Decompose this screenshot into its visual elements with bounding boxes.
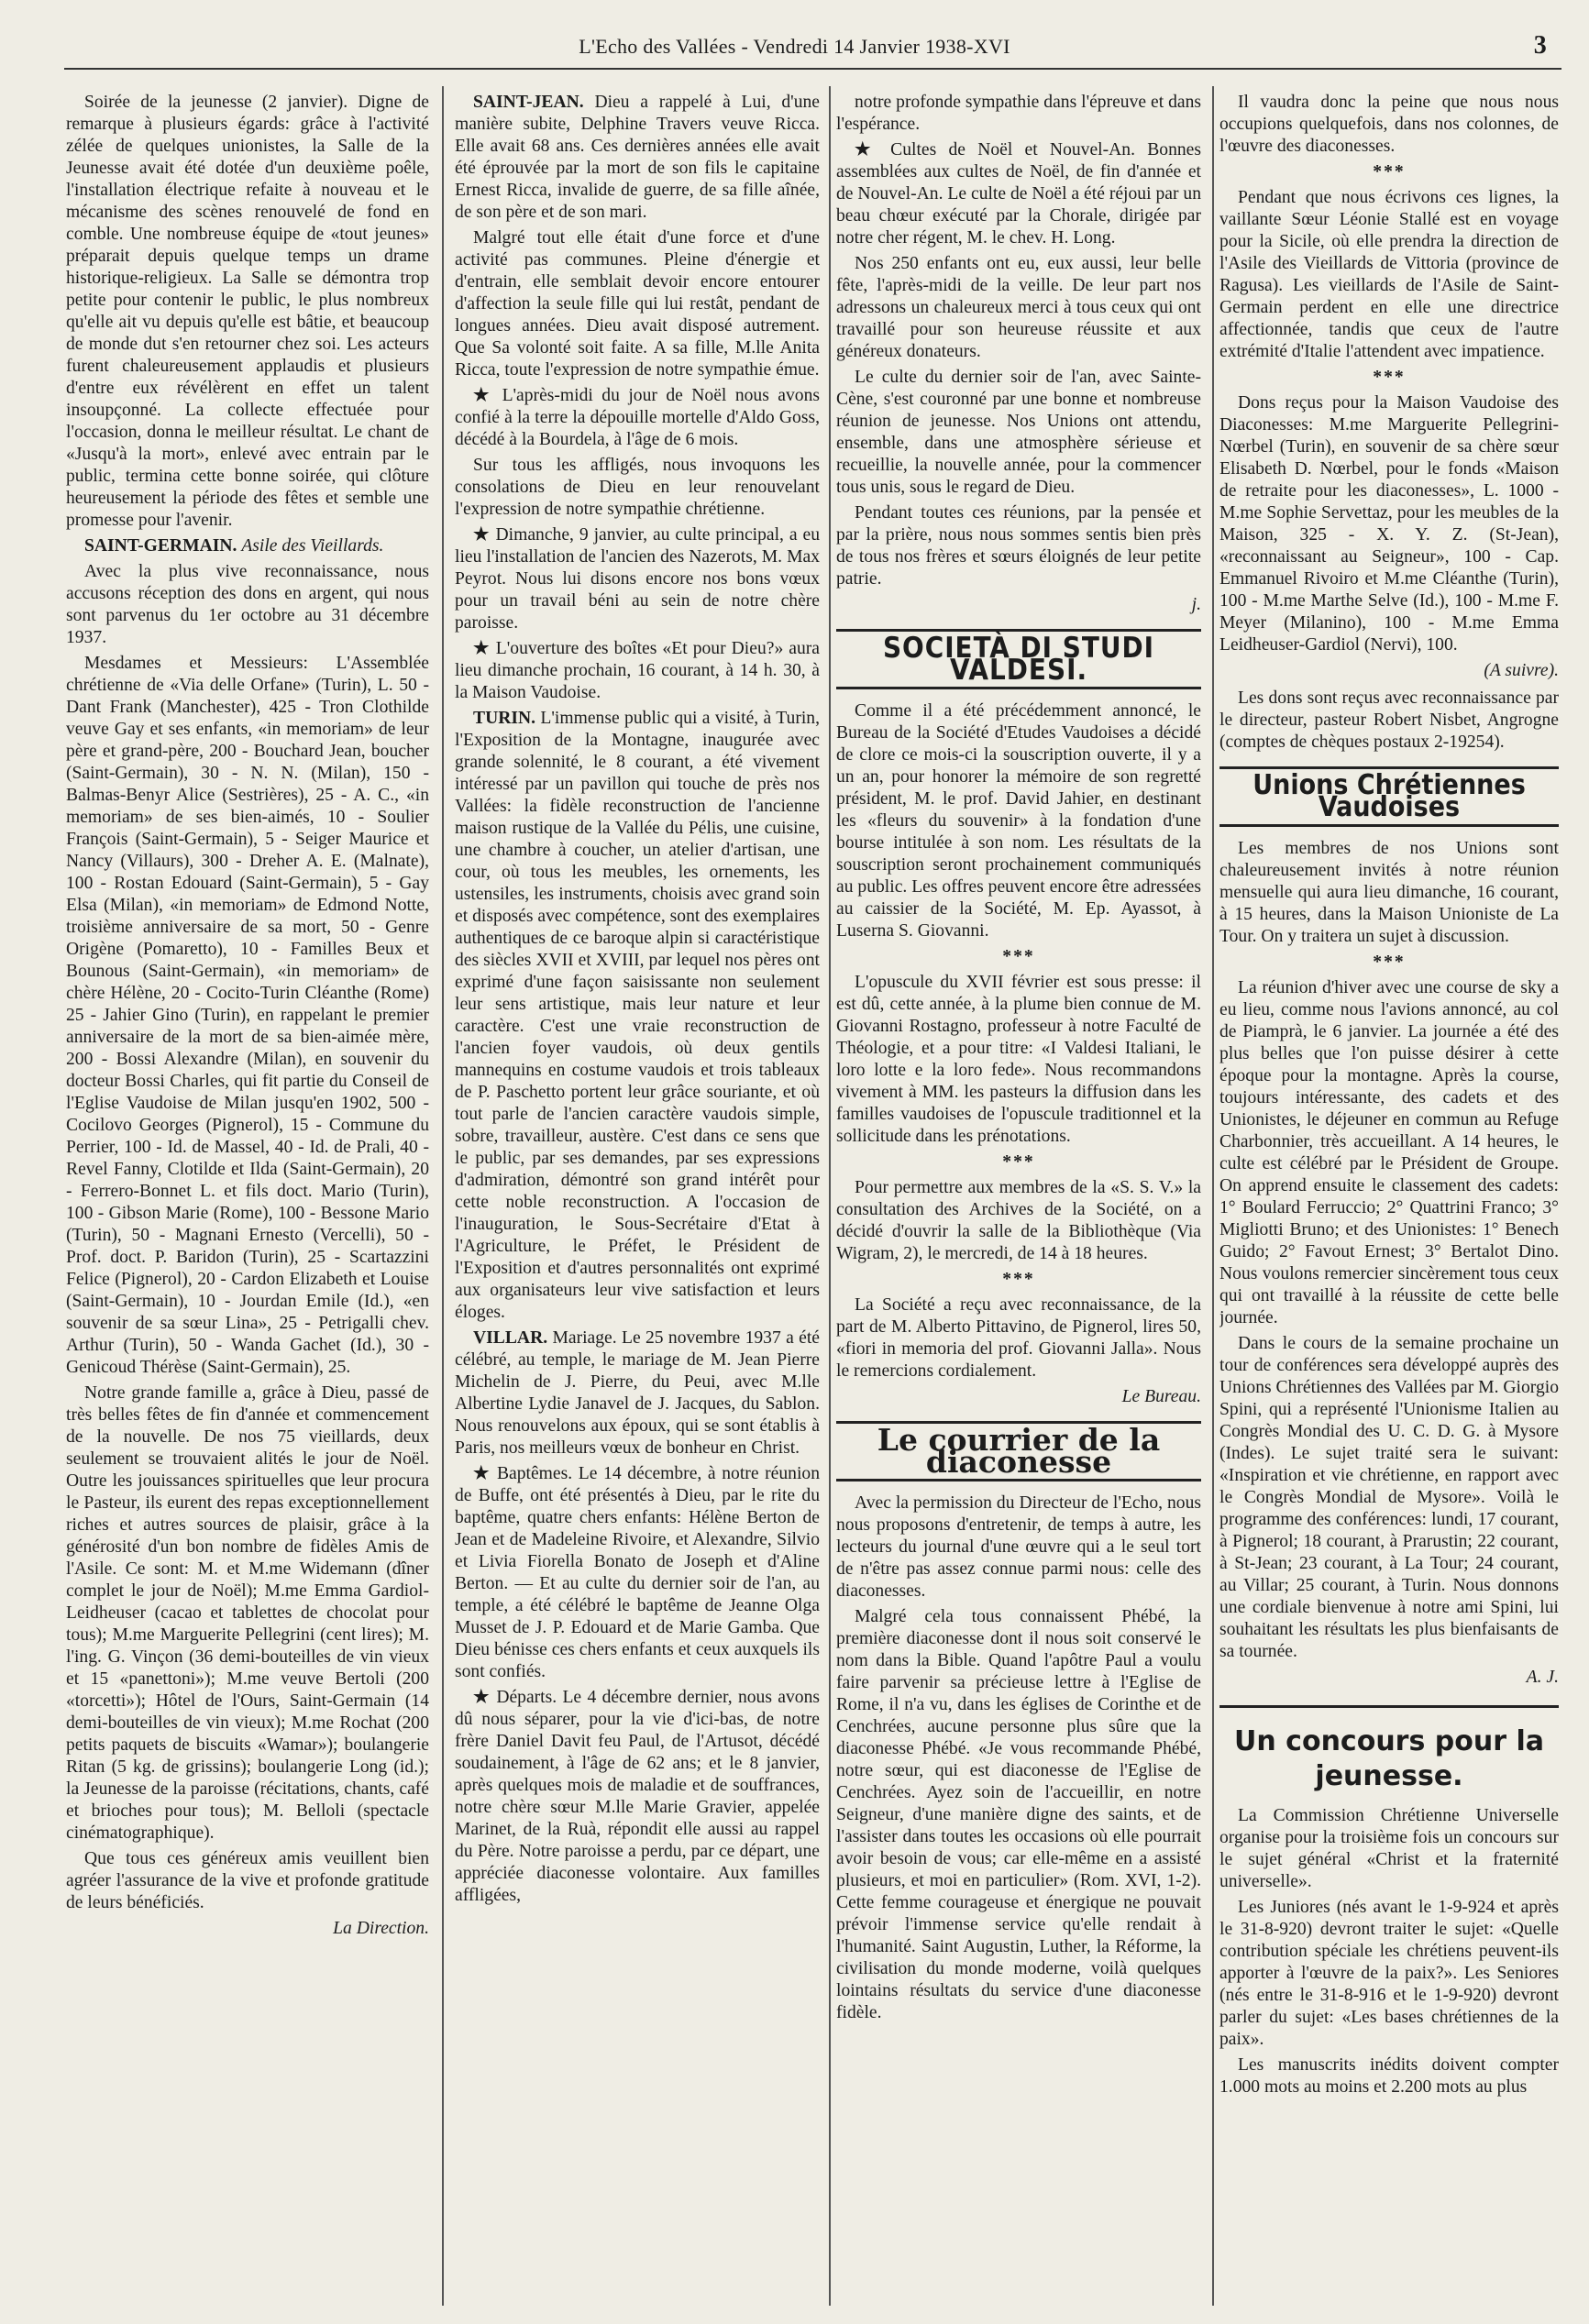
paragraph: Les manuscrits inédits doivent compter 1.000 mots au moins et 2.200 mots au plus bbox=[1219, 2055, 1559, 2097]
paragraph: Avec la permission du Directeur de l'Echo, nous nous proposons d'entretenir, de temps à autre, les lecteurs du journal d'une œuvre qui a le seul tort de n'être pas assez connue parmi nous: celle des diaconesses. bbox=[836, 1493, 1201, 1601]
paragraph: Les dons sont reçus avec reconnaissance par le directeur, pasteur Robert Nisbet, Angrogne (comptes de chèques postaux 2-19254). bbox=[1219, 688, 1559, 752]
page-number: 3 bbox=[1533, 31, 1547, 60]
paragraph: Notre grande famille a, grâce à Dieu, passé de très belles fêtes de fin d'année et commencement de la nouvelle. De nos 75 vieillards, deux seulement se trouvaient alités le jour de Noël. Outre les jouissances spirituelles que leur procura le Pasteur, ils eurent des repas exceptionnellement riches et autres sources de plaisir, grâce à la générosité d'un bon nombre de fidèles Amis de l'Asile. Ce sont: M. et M.me Widemann (dîner complet le jour de Noël); M.me Emma Gardiol-Leidheuser (cacao et tablettes de chocolat pour tous); M.me Marguerite Pellegrini (cent lires); M. l'ing. G. Vinçon (36 demi-bouteilles de vin vieux et 15 «panettoni»); M.me veuve Bertoli (200 «torcetti»); Hôtel de l'Ours, Saint-Germain (14 demi-bouteilles de vin vieux); M.me Rochat (200 petits paquets de biscuits «Wamar»); boulangerie Ritan (5 kg. de grissins); boulangerie Long (id.); la Jeunesse de la paroisse (récitations, chants, café et brioches pour tous); M. Belloli (spectacle cinématographique). bbox=[66, 1383, 429, 1843]
paragraph: Les membres de nos Unions sont chaleureusement invités à notre réunion mensuelle qui aura lieu dimanche, 16 courant, à 15 heures, dans la Maison Unioniste de La Tour. On y traitera un sujet à discussion. bbox=[1219, 839, 1559, 946]
article-villar: VILLAR. Mariage. Le 25 novembre 1937 a été célébré, au temple, le mariage de M. Jean Pierre Michelin de J. Pierre, du Peui, avec M.lle Albertine Lydie Janavel de J. Jacques, du Sablon. Nous renouvelons aux époux, qui se sont établis à Paris, nos meilleurs vœux de bonheur en Christ. bbox=[455, 1328, 820, 1458]
separator-stars: *** bbox=[1002, 1270, 1035, 1289]
column-4 bbox=[1219, 92, 1559, 2306]
article-saint-jean: SAINT-JEAN. Dieu a rappelé à Lui, d'une manière subite, Delphine Travers veuve Ricca. Elle avait 68 ans. Ces dernières années elle avait été éprouvée par la mort de son fils le capitaine Ernest Ricca, invalide de guerre, de sa fille aînée, de son père et de son mari. bbox=[455, 93, 820, 222]
paragraph: Comme il a été précédemment annoncé, le Bureau de la Société d'Etudes Vaudoises a décidé de clore ce mois-ci la souscription ouverte, il y a un an, pour honorer la mémoire de son regretté président, M. le prof. David Jahier, en destinant les «fleurs du souvenir» à la fondation d'une bourse intitulée à son nom. Les résultats de la souscription seront prochainement communiqués au public. Les offres peuvent encore être adressées au caissier de la Société, M. Ep. Ayassot, à Luserna S. Giovanni. bbox=[836, 701, 1201, 941]
paragraph: La Société a reçu avec reconnaissance, de la part de M. Alberto Pittavino, de Pignerol, lires 50, «fiori in memoria del prof. Giovanni Jalla». Nous le remercions cordialement. bbox=[836, 1295, 1201, 1381]
signature: Le Bureau. bbox=[1121, 1387, 1201, 1406]
column-3 bbox=[836, 92, 1201, 2306]
signature: La Direction. bbox=[333, 1919, 429, 1938]
separator-stars: *** bbox=[1373, 368, 1406, 387]
section-heading-unions: Unions Chrétiennes Vaudoises bbox=[1219, 766, 1559, 827]
section-heading-courrier: Le courrier de la diaconesse bbox=[836, 1421, 1201, 1481]
section-heading-concours: Un concours pour la jeunesse. bbox=[1219, 1705, 1559, 1794]
paragraph: Nos 250 enfants ont eu, eux aussi, leur belle fête, l'après-midi de la veille. De leur part nos adressons un chaleureux merci à tous ceux qui ont travaillé pour son heureuse réussite et aux généreux donateurs. bbox=[836, 254, 1201, 361]
paragraph: L'opuscule du XVII février est sous presse: il est dû, cette année, à la plume bien connue de M. Giovanni Rostagno, professeur à notre Faculté de Théologie, et a pour titre: «I Valdesi Italiani, le loro lotte e la loro fede». Nous recommandons vivement à MM. les pasteurs la diffusion dans les familles vaudoises de l'opuscule traditionnel et la sollicitude dans les prénotations. bbox=[836, 973, 1201, 1146]
paragraph: ★ L'ouverture des boîtes «Et pour Dieu?» aura lieu dimanche prochain, 16 courant, à 14 h. 30, à la Maison Vaudoise. bbox=[455, 639, 820, 702]
masthead-title: L'Echo des Vallées - Vendredi 14 Janvier 1938-XVI bbox=[579, 35, 1010, 58]
column-divider bbox=[829, 86, 831, 2306]
paragraph: Sur tous les affligés, nous invoquons les consolations de Dieu en leur renouvelant l'expression de notre sympathie chrétienne. bbox=[455, 456, 820, 519]
column-divider bbox=[1212, 86, 1214, 2306]
section-heading-societa: SOCIETÀ DI STUDI VALDESI. bbox=[836, 629, 1201, 689]
paragraph: Que tous ces généreux amis veuillent bien agréer l'assurance de la vive et profonde gratitude de leurs bénéficiés. bbox=[66, 1849, 429, 1912]
signature: j. bbox=[1191, 595, 1201, 614]
header-rule bbox=[64, 68, 1561, 70]
article-turin: TURIN. L'immense public qui a visité, à Turin, l'Exposition de la Montagne, inaugurée avec grande solennité, le 8 courant, a été vivement intéressé par un pavillon qui touche de près nos Vallées: la fidèle reconstruction de l'ancienne maison rustique de la Vallée du Pélis, une cuisine, une chambre à coucher, un atelier d'artisan, une cour, où tous les meubles, les ornements, les ustensiles, les instruments, choisis avec grand soin et disposés avec compétence, sont des exemplaires authentiques de ce baroque alpin si caractéristique des siècles XVII et XVIII, par lequel nos pères ont exprimé d'une façon saisissante non seulement leur sens artistique, mais leur nature et leur caractère. C'est une vraie reconstruction de l'ancien foyer vaudois, où deux gentils mannequins en costume vaudois et trois tableaux de P. Paschetto portent leur grâce souriante, et où tout parle de l'ancien caractère vaudois simple, sobre, travailleur, austère. C'est dans ce sens que le public, par ses demandes, par ses expressions d'admiration, démontré son grand intérêt pour cette noble reconstruction. A l'occasion de l'inauguration, le Sous-Secrétaire d'Etat à l'Agriculture, le Préfet, le Président de l'Exposition et d'autres personnalités ont exprimé aux organisateurs leur vive satisfaction et leurs éloges. bbox=[455, 709, 820, 1322]
paragraph: La Commission Chrétienne Universelle organise pour la troisième fois un concours sur le sujet général «Christ et la fraternité universelle». bbox=[1219, 1806, 1559, 1891]
separator-stars: *** bbox=[1373, 162, 1406, 182]
paragraph: ★ Baptêmes. Le 14 décembre, à notre réunion de Buffe, ont été présentés à Dieu, par le rite du baptême, quatre chers enfants: Hélène Berton de Jean et de Madeleine Rivoire, et Alexandre, Silvio et Livia Fiorella Bonato de Joseph et d'Aline Berton. — Et au culte du dernier soir de l'an, au temple, a été célébré le baptême de Jeanne Olga Musset de J. P. Edouard et de Marie Gamba. Que Dieu bénisse ces chers enfants et ceux auxquels ils sont confiés. bbox=[455, 1464, 820, 1681]
paragraph: Pour permettre aux membres de la «S. S. V.» la consultation des Archives de la Société, on a décidé d'ouvrir la salle de la Bibliothèque (Via Wigram, 2), le mercredi, de 14 à 18 heures. bbox=[836, 1178, 1201, 1263]
to-be-continued: (A suivre). bbox=[1484, 661, 1559, 680]
column-2 bbox=[455, 92, 820, 2306]
column-1 bbox=[66, 92, 429, 2306]
paragraph: Pendant toutes ces réunions, par la pensée et par la prière, nous nous sommes sentis bien près de tous nos frères et sœurs éloignés de leur petite patrie. bbox=[836, 503, 1201, 589]
paragraph: Il vaudra donc la peine que nous nous occupions quelquefois, dans nos colonnes, de l'œuvre des diaconesses. bbox=[1219, 93, 1559, 156]
paragraph: Dons reçus pour la Maison Vaudoise des Diaconesses: M.me Marguerite Pellegrini-Nœrbel (Turin), en souvenir de sa chère sœur Elisabeth D. Nœrbel, pour le fonds «Maison de retraite pour les diaconesses», L. 1000 - M.me Sophie Servettaz, pour les meubles de la Maison, 325 - X. Y. Z. (St-Jean), «reconnaissant au Seigneur», 100 - Cap. Emmanuel Rivoiro et M.me Cléanthe (Turin), 100 - M.me Marthe Selve (Id.), 100 - M.me F. Meyer (Milanino), 100 - M.me Emma Leidheuser-Gardiol (Nervi), 100. bbox=[1219, 393, 1559, 655]
separator-stars: *** bbox=[1002, 947, 1035, 966]
paragraph: notre profonde sympathie dans l'épreuve et dans l'espérance. bbox=[836, 93, 1201, 134]
separator-stars: *** bbox=[1373, 953, 1406, 972]
paragraph: ★ L'après-midi du jour de Noël nous avons confié à la terre la dépouille mortelle d'Aldo Goss, décédé à la Bourdela, à l'âge de 6 mois. bbox=[455, 386, 820, 449]
paragraph: ★ Dimanche, 9 janvier, au culte principal, a eu lieu l'installation de l'ancien des Nazerots, M. Max Peyrot. Nous lui disons encore nos bons vœux pour un travail béni au sein de notre chère paroisse. bbox=[455, 525, 820, 633]
article-saint-germain-heading: SAINT-GERMAIN. Asile des Vieillards. bbox=[84, 536, 384, 556]
paragraph: ★ Cultes de Noël et Nouvel-An. Bonnes assemblées aux cultes de Noël, de fin d'année et de Nouvel-An. Le culte de Noël a été réjoui par un beau chœur exécuté par la Chorale, dirigée par notre cher régent, M. le chev. H. Long. bbox=[836, 140, 1201, 248]
paragraph: Les Juniores (nés avant le 1-9-924 et après le 31-8-920) devront traiter le sujet: «Quelle contribution spéciale les chrétiens peuvent-ils apporter à l'œuvre de la paix?». Les Seniores (nés entre le 31-8-916 et le 1-9-920) devront parler du sujet: «Les bases chrétiennes de la paix». bbox=[1219, 1898, 1559, 2049]
article-soiree: Soirée de la jeunesse (2 janvier). Digne de remarque à plusieurs égards: grâce à l'activité zélée de quelques unionistes, la Salle de la Jeunesse avait été dotée d'un deuxième poêle, l'installation électrique refaite à nouveau et le mécanisme des scènes renouvelé de fond en comble. Une nombreuse équipe de «tout jeunes» préparait depuis quelque temps un drame historique-religieux. La Salle se démontra trop petite pour contenir le public, le plus nombreux qu'elle ait vu depuis qu'elle est bâtie, et beaucoup de monde dut s'en retourner chez soi. Les acteurs furent chaleureusement applaudis et plusieurs d'entre eux révélèrent en effet un talent insoupçonné. La collecte effectuée pour l'occasion, donna le meilleur résultat. Le chant de «Jusqu'à la mort», enlevé avec entrain par le public, termina cette bonne soirée, qui clôture heureusement la période des fêtes et semble une promesse pour l'avenir. bbox=[66, 93, 429, 530]
paragraph: ★ Départs. Le 4 décembre dernier, nous avons dû nous séparer, pour la vie d'ici-bas, de notre frère Daniel Davit feu Paul, de l'Artusot, décédé soudainement, à l'âge de 62 ans; et le 8 janvier, après quelques mois de maladie et de souffrances, notre chère sœur M.lle Marie Gravier, appelée Marinet, de la Ruà, répondit elle aussi au rappel du Père. Notre paroisse a perdu, par ce départ, une appréciée diaconesse volontaire. Aux familles affligées, bbox=[455, 1688, 820, 1905]
paragraph: Malgré cela tous connaissent Phébé, la première diaconesse dont il nous soit conservé le nom dans la Bible. Quand l'apôtre Paul a voulu faire parvenir sa précieuse lettre à l'Eglise de Rome, il n'a vu, dans les églises de Corinthe et de Cenchrées, aucune personne plus sûre que la diaconesse Phébé. «Je vous recommande Phébé, notre sœur, qui est diaconesse de l'Eglise de Cenchrées. Ayez soin de l'accueillir, en notre Seigneur, d'une manière digne des saints, et de l'assister dans toutes les occasions où elle pourrait avoir besoin de vous; car elle-même en a assisté plusieurs, et moi en particulier» (Rom. XVI, 1-2). Cette femme courageuse et énergique ne pouvait prévoir l'immense service qu'elle rendait à l'humanité. Saint Augustin, Luther, la Réforme, la civilisation du monde moderne, voilà quelques lointains résultats du service d'une diaconesse fidèle. bbox=[836, 1607, 1201, 2022]
paragraph: Pendant que nous écrivons ces lignes, la vaillante Sœur Léonie Stallé est en voyage pour la Sicile, où elle prendra la direction de l'Asile des Vieillards de Vittoria (province de Ragusa). Les vieillards de l'Asile de Saint-Germain perdent en elle une directrice affectionnée, tandis que ceux de l'autre extrémité d'Italie l'attendent avec impatience. bbox=[1219, 188, 1559, 361]
column-divider bbox=[442, 86, 444, 2306]
page-header bbox=[0, 31, 1589, 68]
paragraph: Dans le cours de la semaine prochaine un tour de conférences sera développé auprès des Unions Chrétiennes des Vallées par M. Giorgio Spini, qui a représenté l'Unionisme Italien au Congrès Mondial des U. C. D. G. à Mysore (Indes). Le sujet traité sera le suivant: «Inspiration et vie chrétienne, en rapport avec le Congrès Mondial de Mysore». Voilà le programme des conférences: lundi, 17 courant, à Pignerol; 18 courant, à Prarustin; 22 courant, à St-Jean; 23 courant, à La Tour; 24 courant, au Villar; 25 courant, à Turin. Nous donnons une cordiale bienvenue à notre ami Spini, lui souhaitant les résultats les plus bienfaisants de sa tournée. bbox=[1219, 1334, 1559, 1661]
separator-stars: *** bbox=[1002, 1152, 1035, 1172]
paragraph: Malgré tout elle était d'une force et d'une activité pas communes. Pleine d'énergie et d'entrain, elle semblait devoir encore entourer d'affection la seule fille qui lui restât, pendant de longues années. Dieu avait disposé autrement. Que Sa volonté soit faite. A sa fille, M.lle Anita Ricca, toute l'expression de notre sympathie émue. bbox=[455, 228, 820, 380]
paragraph: La réunion d'hiver avec une course de sky a eu lieu, comme nous l'avions annoncé, au col de Piamprà, le 6 janvier. La journée a été des plus belles que l'on puisse désirer à cette époque pour la montagne. Après la course, toujours intéressante, des cadets et des Unionistes, le déjeuner en commun au Refuge Charbonnier, très accueillant. A 14 heures, le culte est célébré par le Président de Groupe. On apprend ensuite le classement des cadets: 1° Boulard Ferruccio; 2° Quattrini Franco; 3° Migliotti Bruno; et des Unionistes: 1° Benech Guido; 2° Favout Ernest; 3° Bertalot Dino. Nous voulons remercier sincèrement tous ceux qui ont travaillé à la réussite de cette belle journée. bbox=[1219, 978, 1559, 1327]
signature: A. J. bbox=[1526, 1668, 1559, 1687]
donor-list: Mesdames et Messieurs: L'Assemblée chrétienne de «Via delle Orfane» (Turin), L. 50 - Dant Frank (Manchester), 425 - Tron Clothilde veuve Gay et ses enfants, «in memoriam» de leur père et grand-père, 200 - Bouchard Jean, boucher (Saint-Germain), 30 - N. N. (Milan), 150 - Balmas-Benyr Alice (Sestrières), 25 - A. C., «in memoriam» de ses bien-aimés, 10 - Soulier François (Saint-Germain), 5 - Seiger Maurice et Nancy (Villaurs), 300 - Dreher A. E. (Malnate), 100 - Rostan Edouard (Saint-Germain), 5 - Gay Elsa (Milan), «in memoriam» de Edmond Notte, troisième anniversaire de sa mort, 50 - Genre Origène (Pomaretto), 10 - Familles Beux et Bounous (Saint-Germain), «in memoriam» de chère Hélène, 20 - Cocito-Turin Cléanthe (Rome) 25 - Jahier Gino (Turin), en rappelant le premier anniversaire de la mort de sa bien-aimée mère, 200 - Bossi Alexandre (Milan), en souvenir du docteur Bossi Charles, qui fit partie du Conseil de l'Eglise Vaudoise de Milan jusqu'en 1902, 500 - Cocilovo Georges (Pignerol), 15 - Commune du Perrier, 100 - Id. de Massel, 40 - Id. de Prali, 40 - Revel Fanny, Clotilde et Ilda (Saint-Germain), 20 - Ferrero-Bonnet L. et fils doct. Mario (Turin), 100 - Gibson Marie (Rome), 100 - Bessone Mario (Turin), 50 - Magnani Ernesto (Vercelli), 50 - Prof. doct. P. Baridon (Turin), 25 - Scartazzini Felice (Pignerol), 20 - Cardon Elizabeth et Louise (Saint-Germain), 10 - Jourdan Emile (Id.), «en souvenir de sa sœur Lina», 25 - Petrigalli chev. Arthur (Turin), 50 - Wanda Gachet (Id.), 30 - Genicoud Thérèse (Saint-Germain), 25. bbox=[66, 654, 429, 1377]
paragraph: Le culte du dernier soir de l'an, avec Sainte-Cène, s'est couronné par une bonne et nombreuse réunion de jeunesse. Nos Unions ont attendu, ensemble, dans une atmosphère sérieuse et recueillie, la nouvelle année, pour la commencer tous unis, sous le regard de Dieu. bbox=[836, 368, 1201, 497]
paragraph: Avec la plus vive reconnaissance, nous accusons réception des dons en argent, qui nous sont parvenus du 1er octobre au 31 décembre 1937. bbox=[66, 562, 429, 647]
